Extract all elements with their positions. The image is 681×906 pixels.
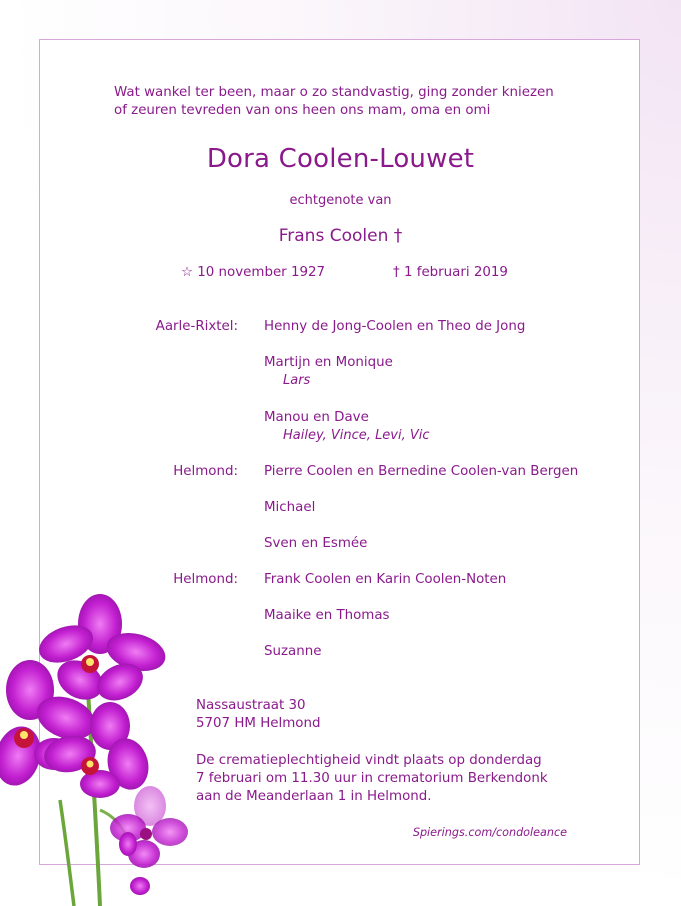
family-child: Maaike en Thomas	[264, 608, 390, 623]
relation-label: echtgenote van	[289, 193, 392, 208]
family-couple: Henny de Jong-Coolen en Theo de Jong	[264, 319, 526, 334]
family-grandchildren: Hailey, Vince, Levi, Vic	[283, 428, 430, 443]
address-street: Nassaustraat 30	[196, 698, 306, 713]
family-couple: Frank Coolen en Karin Coolen-Noten	[264, 572, 507, 587]
condolence-website: Spierings.com/condoleance	[412, 826, 567, 839]
family-couple: Pierre Coolen en Bernedine Coolen-van Bergen	[264, 464, 579, 479]
family-place: Aarle-Rixtel:	[155, 319, 238, 334]
address-city: 5707 HM Helmond	[196, 716, 321, 731]
family-child: Suzanne	[264, 644, 322, 659]
family-child: Sven en Esmée	[264, 536, 368, 551]
family-child: Martijn en Monique	[264, 355, 393, 370]
birth-date: ☆ 10 november 1927	[181, 265, 326, 280]
spouse-name: Frans Coolen †	[278, 226, 403, 246]
family-child: Michael	[264, 500, 316, 515]
family-place: Helmond:	[173, 464, 238, 479]
family-child: Manou en Dave	[264, 410, 369, 425]
ceremony-line: aan de Meanderlaan 1 in Helmond.	[196, 789, 432, 804]
intro-text: Wat wankel ter been, maar o zo standvastig, ging zonder kniezen of zeuren tevreden van ons heen ons mam, oma en omi	[114, 85, 554, 118]
family-grandchildren: Lars	[283, 373, 311, 388]
orchid-icon	[0, 590, 200, 906]
family-place: Helmond:	[173, 572, 238, 587]
ceremony-line: De crematieplechtigheid vindt plaats op donderdag	[196, 753, 542, 768]
deceased-name: Dora Coolen-Louwet	[206, 144, 475, 174]
ceremony-line: 7 februari om 11.30 uur in crematorium Berkendonk	[196, 771, 548, 786]
death-date: † 1 februari 2019	[393, 265, 508, 280]
